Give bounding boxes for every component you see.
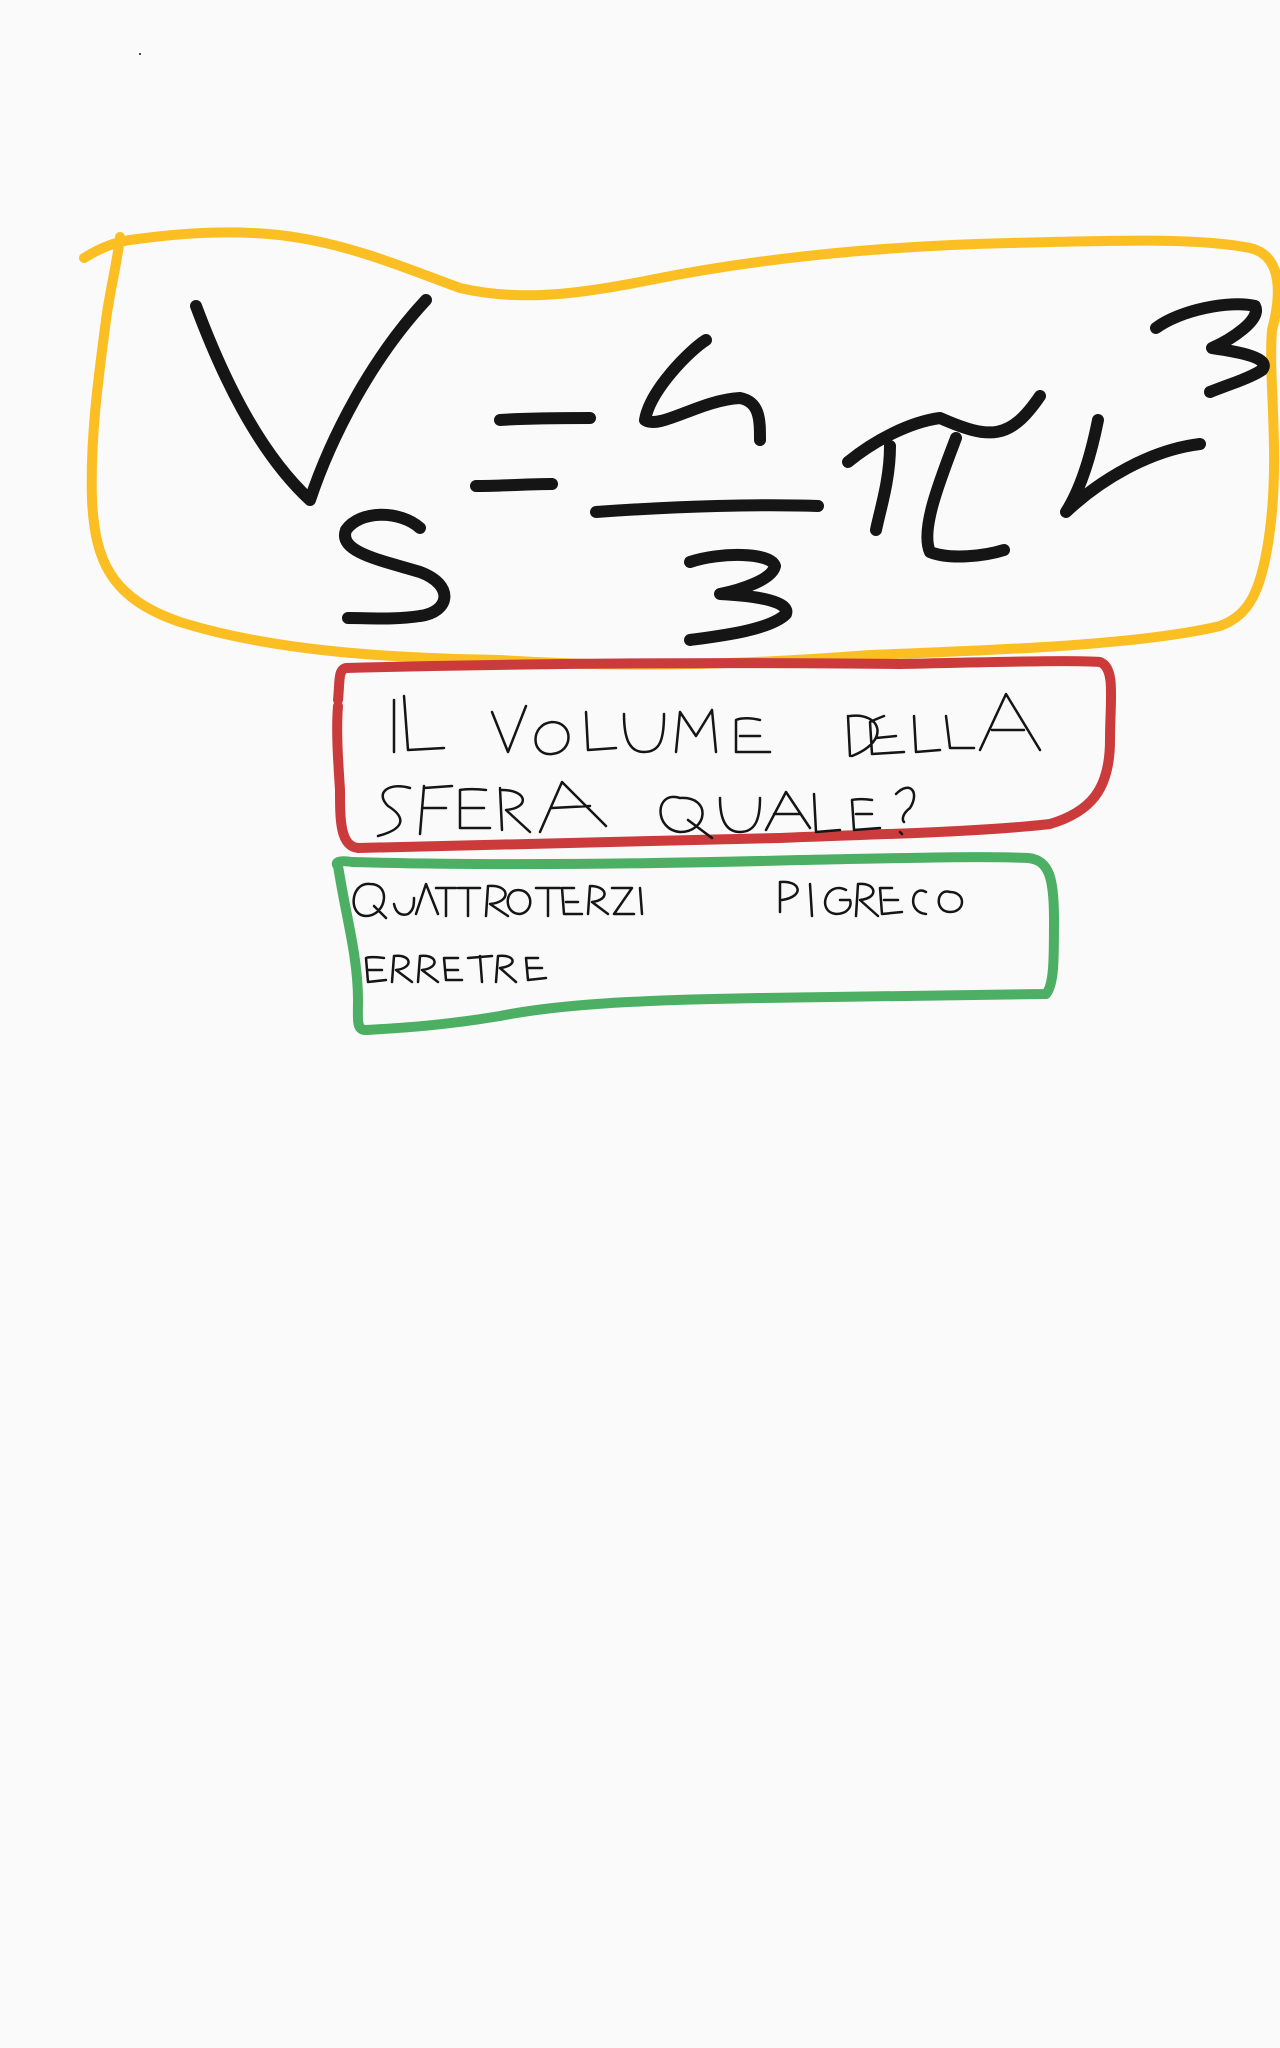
formula-letter-v [196, 300, 426, 500]
formula-subscript-s [345, 515, 444, 619]
answer-group [0, 0, 1054, 1030]
question-ink-line-1 [394, 694, 1040, 756]
formula-numerator-four [645, 340, 760, 440]
formula-exponent-three [1156, 304, 1264, 392]
formula-equals-sign [476, 418, 590, 486]
answer-ink-line-1 [354, 882, 962, 918]
answer-ink-line-2 [366, 956, 546, 982]
formula-fraction-bar [596, 505, 818, 512]
formula-denominator-three [690, 555, 786, 640]
answer-highlight-box [337, 857, 1054, 1030]
stray-ink-dot [139, 53, 141, 55]
formula-pi-symbol [848, 396, 1040, 556]
question-ink-line-2 [378, 782, 914, 838]
formula-letter-r [1066, 420, 1200, 512]
formula-group [84, 232, 1278, 664]
